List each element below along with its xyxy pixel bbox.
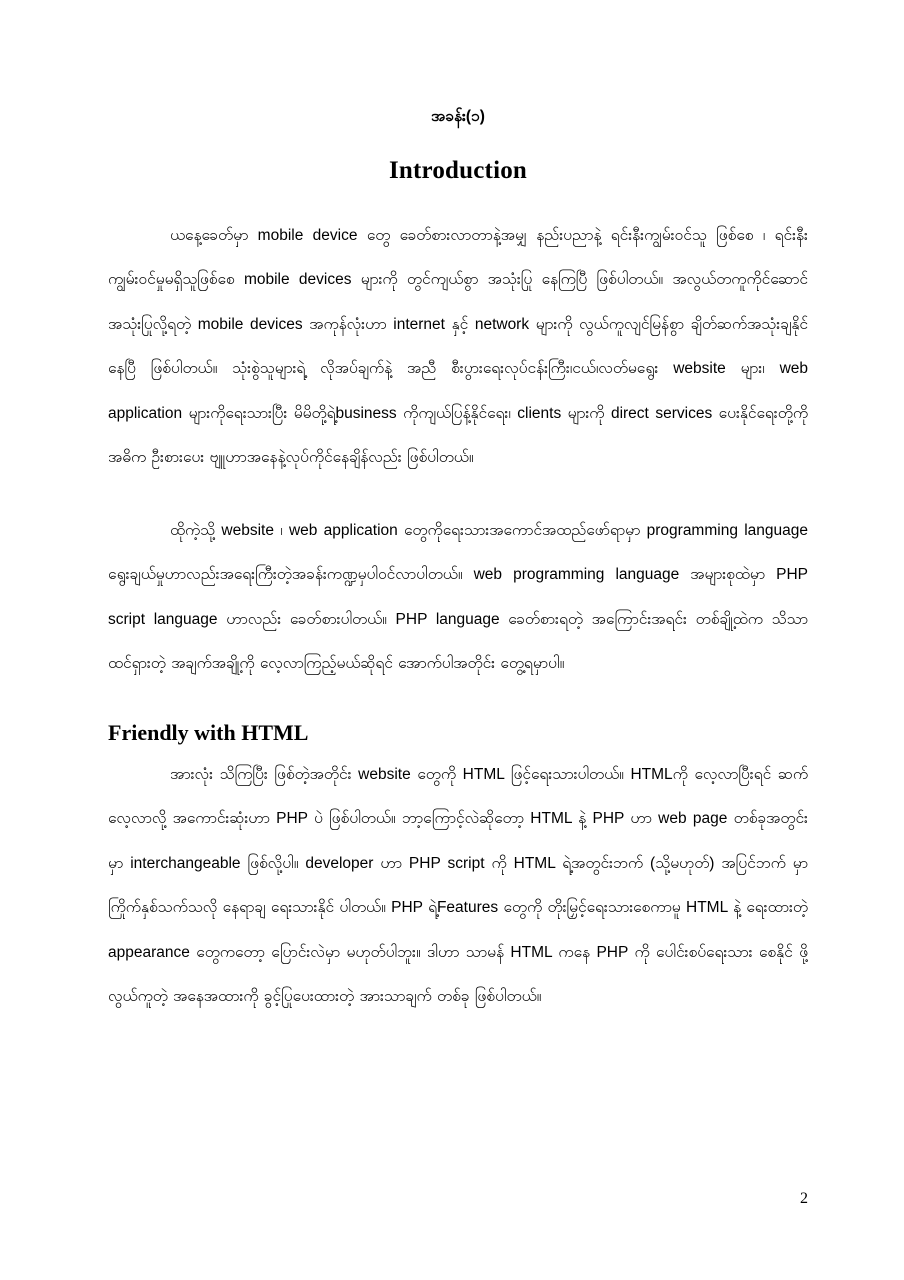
paragraph-text: ထိုကဲ့သို့ website ၊ web application တွေကိုရေးသားအကောင်အထည်ဖော်ရာမှာ programming language ရွေးချယ်မှုဟာလည်းအရေးကြီးတဲ့အခန်းကဏ္ဍမှပါဝင်လာပါတယ်။ web programming language အများစုထဲမှာ PHP script language ဟာလည်း ခေတ်စားပါတယ်။ PHP language ခေတ်စားရတဲ့ အကြောင်းအရင်း တစ်ချို့ထဲက သိသာထင်ရှားတဲ့ အချက်အချို့ကို လေ့လာကြည့်မယ်ဆိုရင် အောက်ပါအတိုင်း တွေ့ရမှာပါ။	[108, 521, 808, 673]
page-number: 2	[800, 1190, 808, 1207]
paragraph-text: ယနေ့ခေတ်မှာ mobile device တွေ ခေတ်စားလာတာနဲ့အမျှ နည်းပညာနဲ့ ရင်းနီးကျွမ်းဝင်သူ ဖြစ်စေ ၊ ရင်းနီးကျွမ်းဝင်မှုမရှိသူဖြစ်စေ mobile devices များကို တွင်ကျယ်စွာ အသုံးပြု နေကြပြီ ဖြစ်ပါတယ်။ အလွယ်တကူကိုင်ဆောင် အသုံးပြုလို့ရတဲ့ mobile devices အကုန်လုံးဟာ internet နှင့် network များကို လွယ်ကူလျင်မြန်စွာ ချိတ်ဆက်အသုံးချနိုင်နေပြီ ဖြစ်ပါတယ်။ သုံးစွဲသူများရဲ့ လိုအပ်ချက်နဲ့ အညီ စီးပွားရေးလုပ်ငန်းကြီး၊ငယ်၊လတ်မရွေး website များ၊ web application များကိုရေးသားပြီး မိမိတို့ရဲ့business ကိုကျယ်ပြန့်နိုင်ရေး၊ clients များကို direct services ပေးနိုင်ရေးတို့ကို အဓိက ဦးစားပေး ဗျူဟာအနေနဲ့လုပ်ကိုင်နေချိန်လည်း ဖြစ်ပါတယ်။	[108, 226, 808, 467]
chapter-label: အခန်း(၁)	[431, 108, 485, 125]
page-title: Introduction	[388, 156, 528, 184]
paragraph-intro-1	[108, 213, 808, 480]
section-heading-friendly-with-html: Friendly with HTML	[108, 719, 309, 745]
paragraph-intro-2	[108, 508, 808, 686]
page-content	[108, 0, 808, 1019]
paragraph-friendly-with-html	[108, 752, 808, 1019]
paragraph-text: အားလုံး သိကြပြီး ဖြစ်တဲ့အတိုင်း website တွေကို HTML ဖြင့်ရေးသားပါတယ်။ HTMLကို လေ့လာပြီးရင် ဆက်လေ့လာလို့ အကောင်းဆုံးဟာ PHP ပဲ ဖြစ်ပါတယ်။ ဘာ့ကြောင့်လဲဆိုတော့ HTML နဲ့ PHP ဟာ web page တစ်ခုအတွင်းမှာ interchangeable ဖြစ်လို့ပါ။ developer ဟာ PHP script ကို HTML ရဲ့အတွင်းဘက် (သို့မဟုတ်) အပြင်ဘက် မှာ ကြိုက်နှစ်သက်သလို နေရာချ ရေးသားနိုင် ပါတယ်။ PHP ရဲ့Features တွေကို တိုးမြှင့်ရေးသားစေကာမူ HTML နဲ့ ရေးထားတဲ့ appearance တွေကတော့ ပြောင်းလဲမှာ မဟုတ်ပါဘူး။ ဒါဟာ သာမန် HTML ကနေ PHP ကို ပေါင်းစပ်ရေးသား စေနိုင် ဖို့ လွယ်ကူတဲ့ အနေအထားကို ခွင့်ပြုပေးထားတဲ့ အားသာချက် တစ်ခု ဖြစ်ပါတယ်။	[108, 765, 808, 1006]
